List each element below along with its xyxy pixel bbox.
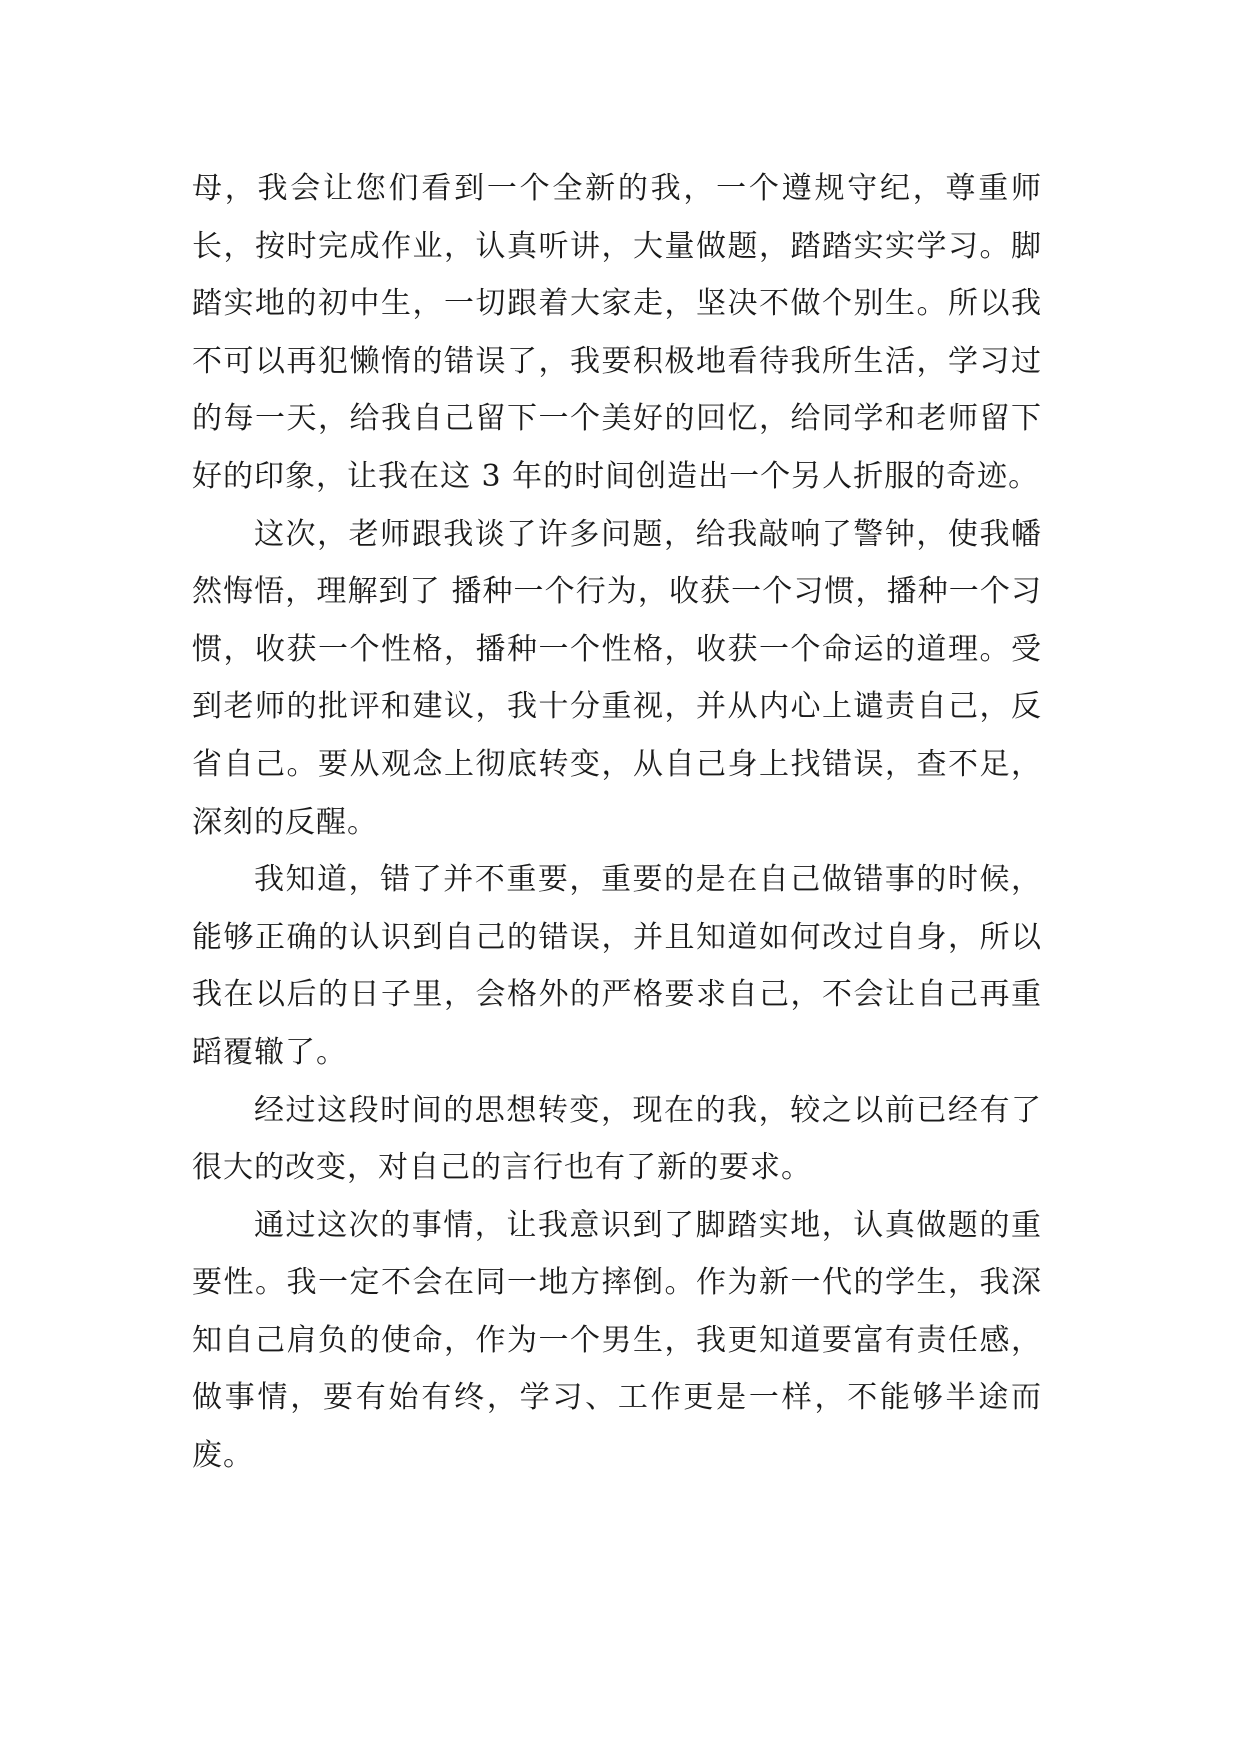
paragraph-1: 母，我会让您们看到一个全新的我，一个遵规守纪，尊重师长，按时完成作业，认真听讲，大量做题，踏踏实实学习。脚踏实地的初中生，一切跟着大家走，坚决不做个别生。所以我不可以再犯懒惰的错误了，我要积极地看待我所生活，学习过的每一天，给我自己留下一个美好的回忆，给同学和老师留下好的印象，让我在这 3 年的时间创造出一个另人折服的奇迹。 <box>192 171 1042 494</box>
paragraph-5: 通过这次的事情，让我意识到了脚踏实地，认真做题的重要性。我一定不会在同一地方摔倒。作为新一代的学生，我深知自己肩负的使命，作为一个男生，我更知道要富有责任感，做事情，要有始有终，学习、工作更是一样，不能够半途而废。 <box>192 1207 1042 1474</box>
paragraph-4: 经过这段时间的思想转变，现在的我，较之以前已经有了很大的改变，对自己的言行也有了新的要求。 <box>192 1092 1042 1186</box>
paragraph-2: 这次，老师跟我谈了许多问题，给我敲响了警钟，使我幡然悔悟，理解到了 播种一个行为，收获一个习惯，播种一个习惯，收获一个性格，播种一个性格，收获一个命运的道理。受到老师的批评和建议，我十分重视，并从内心上谴责自己，反省自己。要从观念上彻底转变，从自己身上找错误，查不足，深刻的反醒。 <box>192 516 1042 840</box>
document-body <box>192 160 1042 1485</box>
paragraph-3: 我知道，错了并不重要，重要的是在自己做错事的时候，能够正确的认识到自己的错误，并且知道如何改过自身，所以我在以后的日子里，会格外的严格要求自己，不会让自己再重蹈覆辙了。 <box>192 862 1042 1070</box>
